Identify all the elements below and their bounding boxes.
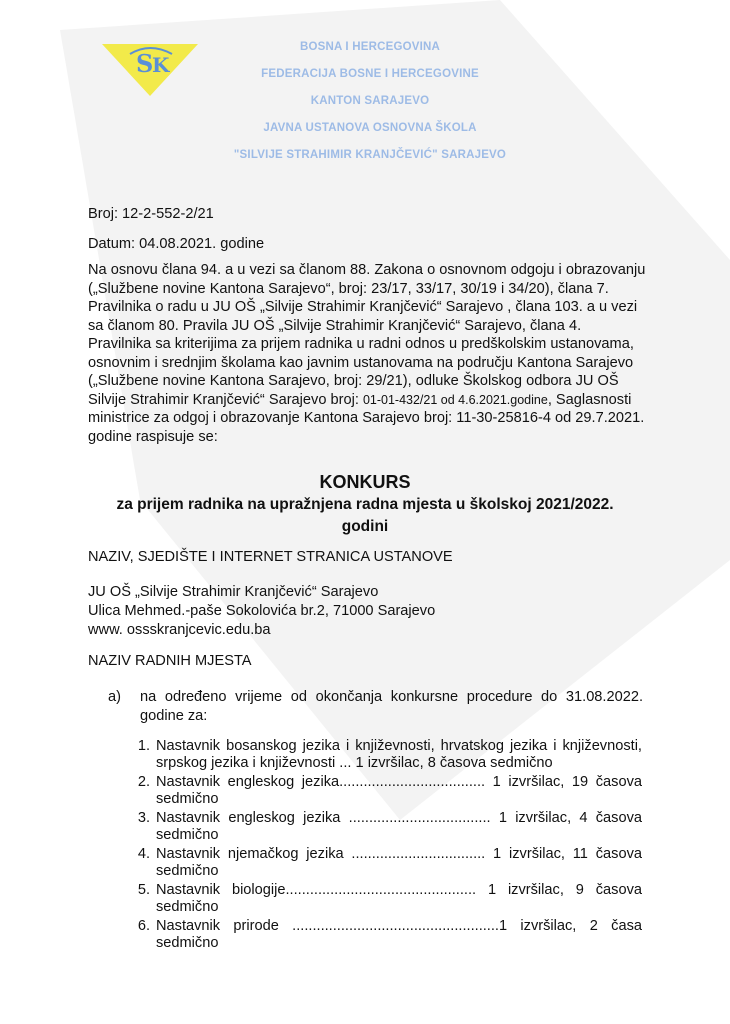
document-number: Broj: 12-2-552-2/21 xyxy=(88,206,214,222)
institution-details xyxy=(88,583,435,640)
list-item-text: Nastavnik njemačkog jezika ................................. 1 izvršilac, 11 časova sedmično xyxy=(156,846,642,879)
list-item xyxy=(120,810,642,844)
title-line2: za prijem radnika na upražnjena radna mjesta u školskoj 2021/2022. xyxy=(116,496,614,513)
header-line-federation: FEDERACIJA BOSNE I HERCEGOVINE xyxy=(261,68,479,80)
institution-address: Ulica Mehmed.-paše Sokolovića br.2, 71000 Sarajevo xyxy=(88,603,436,619)
document-title xyxy=(60,470,670,538)
institution-name: JU OŠ „Silvije Strahimir Kranjčević“ Sarajevo xyxy=(88,584,379,600)
list-item xyxy=(120,882,642,916)
list-item-text: Nastavnik bosanskog jezika i književnosti, hrvatskog jezika i književnosti, srpskog jezika i književnosti ... 1 izvršilac, 8 časova sedmično xyxy=(156,738,642,771)
intro-text-part1: Na osnovu člana 94. a u vezi sa članom 88. Zakona o osnovnom odgoju i obrazovanju („Službene novine Kantona Sarajevo“, broj: 23/17, 33/17, 30/19 i 34/20), člana 7. Pravilnika o radu u JU OŠ „Silvije Strahimir Kranjčević“ Sarajevo , člana 103. a u vezi sa članom 80. Pravila JU OŠ „Silvije Strahimir Kranjčević“ Sarajevo, člana 4. Pravilnika sa kriterijima za prijem radnika u radni odnos u predškolskim ustanovama, osnovnim i srednjim školama kao javnim ustanovama na području Kantona Sarajevo („Službene novine Kantona Sarajevo, broj: 29/21), odluke Školskog odbora JU OŠ Silvije Strahimir Kranjčević“ Sarajevo broj: xyxy=(88,262,646,408)
list-item-number: 1. xyxy=(137,738,150,754)
sub-list-a xyxy=(108,688,643,725)
header-line-school-name: "SILVIJE STRAHIMIR KRANJČEVIĆ" SARAJEVO xyxy=(233,149,507,161)
intro-text-decision-number: 01-01-432/21 od 4.6.2021.godine xyxy=(362,392,548,407)
svg-text:S: S xyxy=(136,49,154,78)
sub-list-marker: a) xyxy=(108,689,121,705)
list-item-text: Nastavnik engleskog jezika.................................... 1 izvršilac, 19 časova sedmično xyxy=(156,774,642,807)
list-item-number: 2. xyxy=(137,774,150,790)
header-line-canton: KANTON SARAJEVO xyxy=(310,95,430,107)
svg-text:K: K xyxy=(152,53,170,77)
list-item-number: 4. xyxy=(137,846,150,862)
intro-text-part3: , Saglasnosti ministrice za odgoj i obrazovanje Kantona Sarajevo broj: 11-30-25816-4 od 29.7.2021. godine raspisuje se: xyxy=(88,391,645,445)
section-heading-positions: NAZIV RADNIH MJESTA xyxy=(88,653,252,669)
title-main: KONKURS xyxy=(319,472,411,492)
document-date: Datum: 04.08.2021. godine xyxy=(88,236,265,252)
list-item-number: 5. xyxy=(137,882,150,898)
intro-paragraph xyxy=(88,261,648,446)
school-header xyxy=(180,40,560,175)
list-item-number: 3. xyxy=(137,810,150,826)
header-line-country: BOSNA I HERCEGOVINA xyxy=(299,41,441,53)
sub-list-text: na određeno vrijeme od okončanja konkursne procedure do 31.08.2022. godine za: xyxy=(140,689,643,724)
positions-list xyxy=(120,738,642,954)
title-line3: godini xyxy=(341,518,389,535)
section-heading-institution: NAZIV, SJEDIŠTE I INTERNET STRANICA USTANOVE xyxy=(88,549,453,565)
list-item xyxy=(120,738,642,772)
header-line-institution: JAVNA USTANOVA OSNOVNA ŠKOLA xyxy=(263,122,477,134)
list-item-text: Nastavnik engleskog jezika ................................... 1 izvršilac, 4 časova sedmično xyxy=(156,810,642,843)
list-item-text: Nastavnik biologije............................................... 1 izvršilac, 9 časova sedmično xyxy=(156,882,642,915)
list-item xyxy=(120,918,642,952)
institution-website: www. ossskranjcevic.edu.ba xyxy=(88,622,271,638)
list-item xyxy=(120,774,642,808)
list-item-text: Nastavnik prirode ...................................................1 izvršilac, 2 časa sedmično xyxy=(156,918,642,951)
list-item-number: 6. xyxy=(137,918,150,934)
list-item xyxy=(120,846,642,880)
